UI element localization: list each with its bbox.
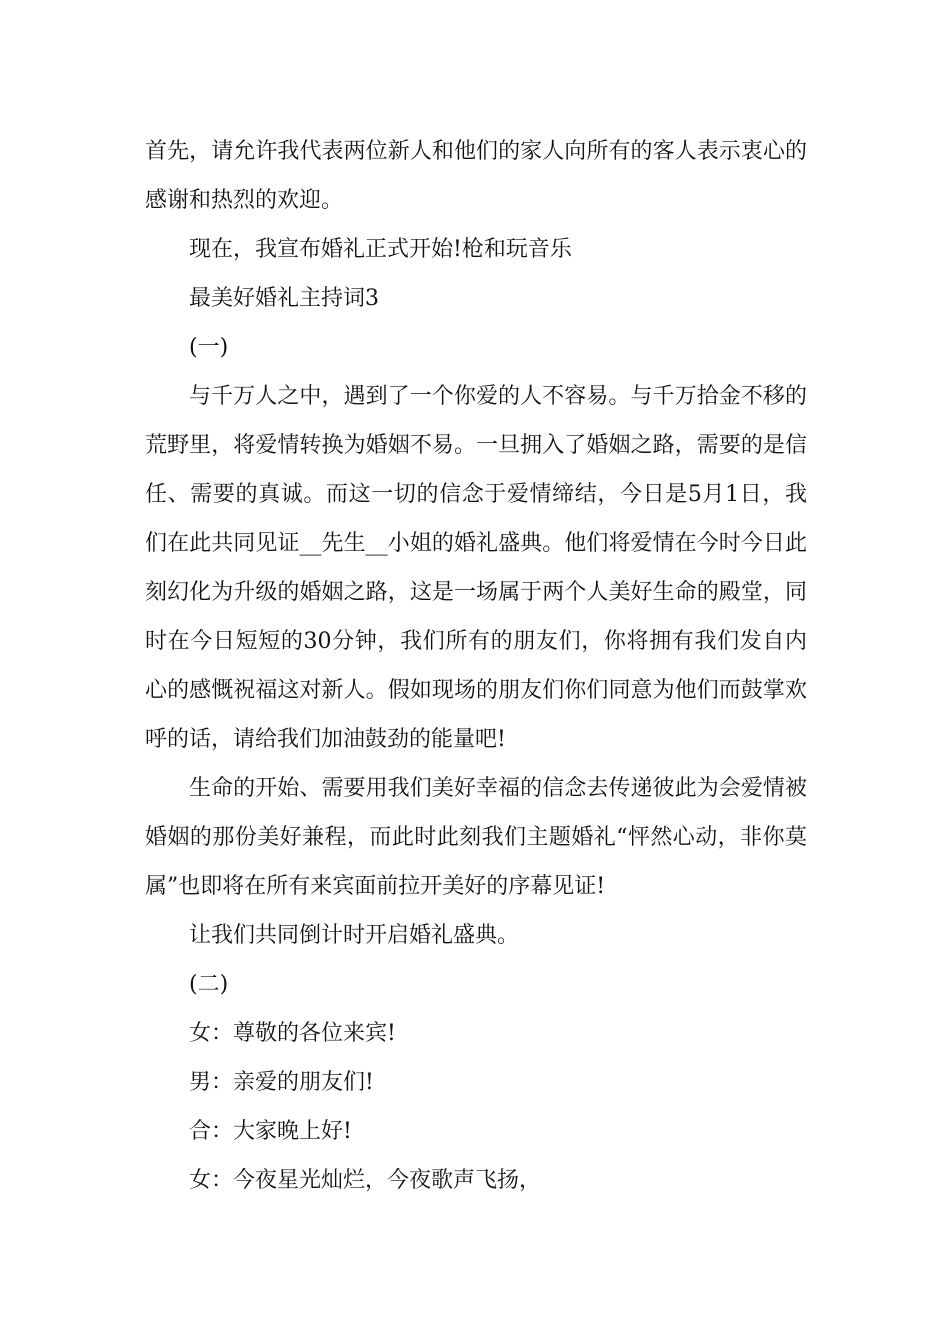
section-heading: 最美好婚礼主持词3 [189, 286, 379, 311]
dialogue-line: 男：亲爱的朋友们! [189, 1070, 374, 1095]
paragraph-countdown: 让我们共同倒计时开启婚礼盛典。 [189, 923, 520, 948]
paragraph-welcome: 首先，请允许我代表两位新人和他们的家人向所有的客人表示衷心的感谢和热烈的欢迎。 [145, 139, 807, 213]
paragraph-theme: 生命的开始、需要用我们美好幸福的信念去传递彼此为会爱情被婚姻的那份美好兼程，而此时此刻我们主题婚礼“怦然心动，非你莫属”也即将在所有来宾面前拉开美好的序幕见证! [145, 776, 807, 899]
dialogue-line: 女：今夜星光灿烂，今夜歌声飞扬， [189, 1168, 542, 1193]
paragraph-opening-speech: 与千万人之中，遇到了一个你爱的人不容易。与千万拾金不移的荒野里，将爱情转换为婚姻不易。一旦拥入了婚姻之路，需要的是信任、需要的真诚。而这一切的信念于爱情缔结，今日是5月1日，我们在此共同见证__先生__小姐的婚礼盛典。他们将爱情在今时今日此刻幻化为升级的婚姻之路，这是一场属于两个人美好生命的殿堂，同时在今日短短的30分钟，我们所有的朋友们，你将拥有我们发自内心的感慨祝福这对新人。假如现场的朋友们你们同意为他们而鼓掌欢呼的话，请给我们加油鼓劲的能量吧! [145, 384, 807, 752]
subsection-label-two: (二) [189, 972, 229, 997]
dialogue-line: 合：大家晚上好! [189, 1119, 352, 1144]
document-body [145, 127, 807, 1205]
paragraph-announcement: 现在，我宣布婚礼正式开始!枪和玩音乐 [189, 237, 572, 262]
subsection-label-one: (一) [189, 335, 229, 360]
dialogue-line: 女：尊敬的各位来宾! [189, 1021, 396, 1046]
